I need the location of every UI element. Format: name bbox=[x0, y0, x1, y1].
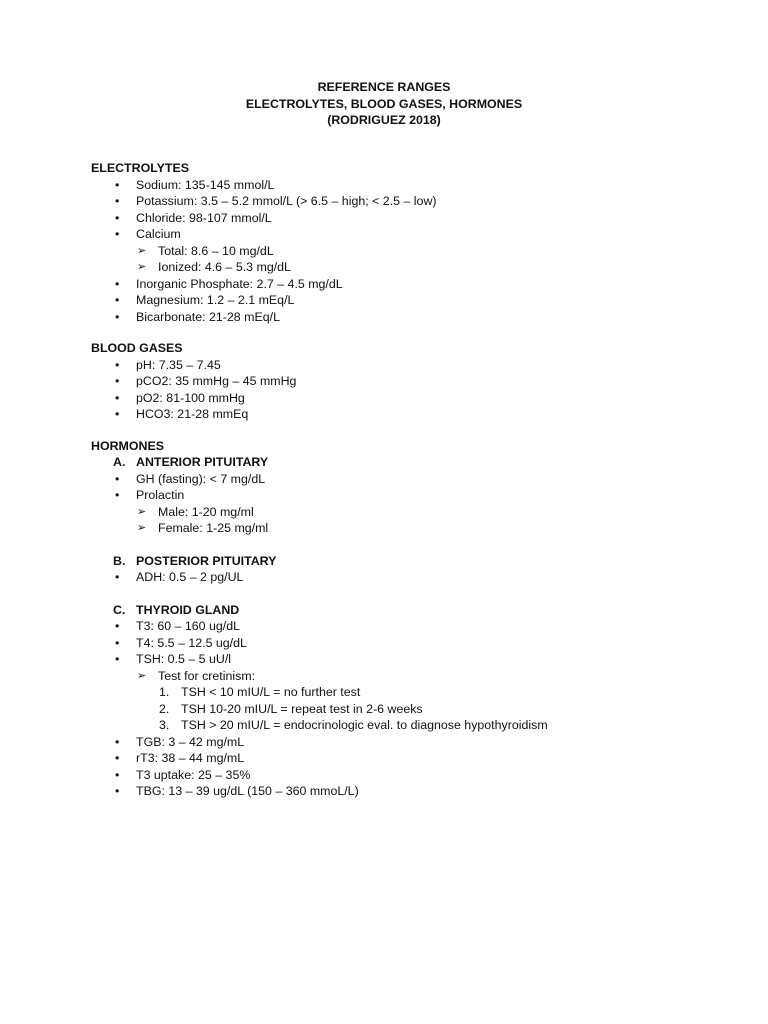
section-letter: A. bbox=[113, 455, 126, 469]
item-text: TSH 10-20 mIU/L = repeat test in 2-6 weeks bbox=[181, 701, 423, 716]
list-item: • pCO2: 35 mmHg – 45 mmHg bbox=[91, 373, 711, 390]
numbered-item bbox=[91, 717, 711, 734]
sub-list-item: ➢ Total: 8.6 – 10 mg/dL bbox=[91, 243, 711, 260]
list-item: • T3: 60 – 160 ug/dL bbox=[91, 618, 711, 635]
item-text: TSH < 10 mIU/L = no further test bbox=[181, 685, 361, 699]
numbered-item bbox=[91, 701, 711, 718]
list-item: • T4: 5.5 – 12.5 ug/dL bbox=[91, 635, 711, 652]
list-item: • Bicarbonate: 21-28 mEq/L bbox=[91, 309, 711, 326]
item-text: TSH > 20 mIU/L = endocrinologic eval. to diagnose hypothyroidism bbox=[181, 718, 548, 732]
posterior-pituitary-heading bbox=[91, 553, 711, 570]
thyroid-gland-list bbox=[91, 618, 711, 800]
electrolytes-list bbox=[91, 177, 711, 326]
list-item: • pO2: 81-100 mmHg bbox=[91, 390, 711, 407]
list-item: • T3 uptake: 25 – 35% bbox=[91, 767, 711, 784]
section-letter: C. bbox=[113, 602, 126, 617]
item-number: 1. bbox=[159, 685, 170, 699]
blood-gases-list bbox=[91, 357, 711, 423]
item-number: 2. bbox=[159, 701, 170, 716]
title-line-2: ELECTROLYTES, BLOOD GASES, HORMONES bbox=[245, 96, 523, 111]
section-letter: B. bbox=[113, 553, 126, 568]
sub-list-item: ➢ Female: 1-25 mg/ml bbox=[91, 520, 711, 537]
item-number: 3. bbox=[159, 718, 170, 732]
sub-list-item: ➢ Test for cretinism: bbox=[91, 668, 711, 685]
anterior-pituitary-heading bbox=[91, 454, 711, 471]
list-item: • TSH: 0.5 – 5 uU/l bbox=[91, 651, 711, 668]
list-item: • ADH: 0.5 – 2 pg/UL bbox=[91, 569, 711, 586]
list-item: • Chloride: 98-107 mmol/L bbox=[91, 210, 711, 227]
list-item: • GH (fasting): < 7 mg/dL bbox=[91, 471, 711, 488]
list-item: • Calcium bbox=[91, 226, 711, 243]
sub-list-item: ➢ Ionized: 4.6 – 5.3 mg/dL bbox=[91, 259, 711, 276]
list-item: • TGB: 3 – 42 mg/mL bbox=[91, 734, 711, 751]
document-body bbox=[91, 160, 711, 800]
list-item: • Potassium: 3.5 – 5.2 mmol/L (> 6.5 – high; < 2.5 – low) bbox=[91, 193, 711, 210]
anterior-pituitary-list bbox=[91, 471, 711, 537]
list-item: • Sodium: 135-145 mmol/L bbox=[91, 177, 711, 194]
list-item: • rT3: 38 – 44 mg/mL bbox=[91, 750, 711, 767]
document-title bbox=[0, 79, 768, 129]
subsection-title: ANTERIOR PITUITARY bbox=[136, 455, 269, 469]
list-item: • HCO3: 21-28 mmEq bbox=[91, 406, 711, 423]
list-item: • Inorganic Phosphate: 2.7 – 4.5 mg/dL bbox=[91, 276, 711, 293]
sub-list-item: ➢ Male: 1-20 mg/ml bbox=[91, 504, 711, 521]
title-line-1: REFERENCE RANGES bbox=[317, 80, 451, 94]
blood-gases-heading: BLOOD GASES bbox=[91, 341, 183, 355]
thyroid-gland-heading bbox=[91, 602, 711, 619]
posterior-pituitary-list bbox=[91, 569, 711, 586]
numbered-item bbox=[91, 684, 711, 701]
list-item: • Prolactin bbox=[91, 487, 711, 504]
electrolytes-heading: ELECTROLYTES bbox=[91, 161, 189, 175]
subsection-title: POSTERIOR PITUITARY bbox=[136, 553, 277, 568]
list-item: • TBG: 13 – 39 ug/dL (150 – 360 mmoL/L) bbox=[91, 783, 711, 800]
list-item: • pH: 7.35 – 7.45 bbox=[91, 357, 711, 374]
title-line-3: (RODRIGUEZ 2018) bbox=[327, 113, 441, 127]
list-item: • Magnesium: 1.2 – 2.1 mEq/L bbox=[91, 292, 711, 309]
subsection-title: THYROID GLAND bbox=[136, 602, 240, 617]
hormones-heading: HORMONES bbox=[91, 438, 164, 453]
